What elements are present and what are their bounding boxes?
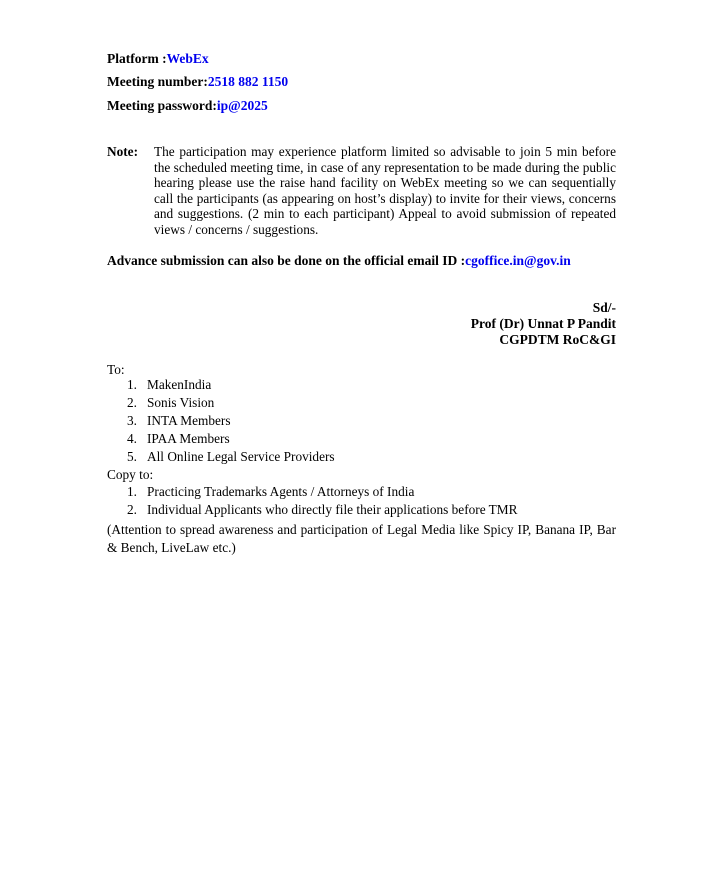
platform-label: Platform : (107, 51, 167, 66)
list-item-number: 4. (127, 431, 137, 446)
list-item-number: 2. (127, 502, 137, 517)
signatory-name: Prof (Dr) Unnat P Pandit (470, 316, 616, 331)
advance-submission-line (107, 253, 571, 269)
list-item-text: INTA Members (147, 413, 231, 428)
list-item-number: 1. (127, 377, 137, 392)
list-item-text: Practicing Trademarks Agents / Attorneys of India (147, 484, 415, 499)
list-item-number: 2. (127, 395, 137, 410)
meeting-password-value: ip@2025 (216, 98, 268, 113)
list-item (107, 501, 518, 519)
list-item-number: 1. (127, 484, 137, 499)
platform-line (107, 51, 209, 67)
list-item (107, 412, 335, 430)
list-item-number: 3. (127, 413, 137, 428)
note-block (107, 144, 616, 238)
list-item (107, 448, 335, 466)
list-item (107, 483, 518, 501)
list-item-text: Sonis Vision (147, 395, 215, 410)
signature-sd: Sd/- (592, 300, 616, 315)
list-item (107, 394, 335, 412)
list-item-text: All Online Legal Service Providers (147, 449, 335, 464)
list-item-text: Individual Applicants who directly file their applications before TMR (147, 502, 518, 517)
list-item-text: MakenIndia (147, 377, 212, 392)
signatory-title: CGPDTM RoC&GI (499, 332, 616, 347)
meeting-number-line (107, 74, 288, 90)
note-text: The participation may experience platform limited so advisable to join 5 min before the scheduled meeting time, in case of any representation to be made during the public hearing please use the raise hand facility on WebEx meeting so we can sequentially call the participants (as appearing on host’s display) to invite for their views, concerns and suggestions. (2 min to each participant) Appeal to avoid submission of repeated views / concerns / suggestions. (154, 144, 616, 237)
attention-note: (Attention to spread awareness and participation of Legal Media like Spicy IP, Banana IP, Bar & Bench, LiveLaw etc.) (107, 522, 616, 555)
meeting-number-label: Meeting number: (107, 74, 208, 89)
meeting-number-value: 2518 882 1150 (207, 74, 289, 89)
official-email-link[interactable]: cgoffice.in@gov.in (465, 253, 571, 268)
meeting-password-line (107, 98, 268, 114)
advance-submission-label: Advance submission can also be done on the official email ID : (107, 253, 466, 268)
copy-to-heading: Copy to: (107, 467, 154, 482)
list-item (107, 376, 335, 394)
to-heading: To: (107, 362, 125, 377)
list-item-text: IPAA Members (147, 431, 230, 446)
list-item (107, 430, 335, 448)
meeting-password-label: Meeting password: (107, 98, 217, 113)
copy-to-list (107, 483, 518, 519)
platform-value: WebEx (166, 51, 209, 66)
note-label: Note: (107, 144, 139, 159)
list-item-number: 5. (127, 449, 137, 464)
to-list (107, 376, 335, 466)
